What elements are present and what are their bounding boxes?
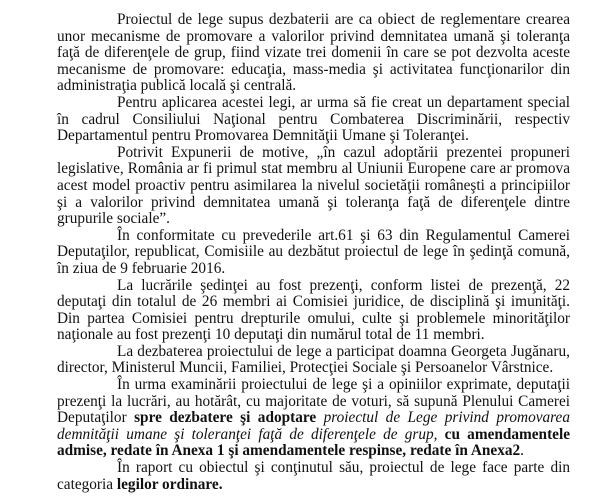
text-segment <box>316 409 323 426</box>
text-segment: În urma examinării proiectului de lege şi a opiniilor exprimate, deputaţii prezenţi la lucrări, au hotărât, cu majoritate de voturi, să supună Plenului Camerei Deputaţilor <box>57 376 570 427</box>
bold-text: cu amendamentele admise, redate în Anexa 1 şi amendamentele respinse, redate în Anexa2 <box>57 425 570 460</box>
document-page <box>57 12 570 493</box>
paragraph <box>57 12 570 95</box>
paragraph <box>57 228 570 278</box>
bold-text: spre dezbatere şi adoptare <box>134 409 317 427</box>
text-segment: Pentru aplicarea acestei legi, ar urma să fie creat un departament special în cadrul Consiliului Naţional pentru Combaterea Discriminării, respectiv Departamentul pentru Promovarea Demnităţii Umane şi Toleranţei. <box>57 93 570 145</box>
text-segment: În raport cu obiectul şi conţinutul său, proiectul de lege face parte din categoria <box>57 459 570 493</box>
text-segment: La dezbaterea proiectului de lege a participat doamna Georgeta Jugănaru, director, Ministerul Muncii, Familiei, Protecţiei Sociale şi Persoanelor Vârstnice. <box>57 342 570 377</box>
paragraph <box>57 377 570 460</box>
text-segment: Proiectul de lege supus dezbaterii are ca obiect de reglementare crearea unor mecanisme de promovare a valorilor privind demnitatea umană şi toleranţa faţă de diferenţele de grup, fiind vizate trei domenii în care se pot dezvolta aceste mecanisme de promovare: educaţia, mass-media şi activitatea funcţionarilor din administraţia publică locală şi centrală. <box>57 11 570 95</box>
paragraph <box>57 460 570 493</box>
text-segment: În conformitate cu prevederile art.61 şi 63 din Regulamentul Camerei Deputaţilor, republicat, Comisiile au dezbătut proiectul de lege în şedinţă comună, în ziua de 9 februarie 2016. <box>57 226 570 277</box>
text-segment <box>437 426 444 443</box>
italic-text: proiectul de Lege privind promovarea demnităţii umane şi toleranţei faţă de diferenţele de grup, <box>57 409 570 443</box>
paragraph <box>57 145 570 228</box>
text-segment: Potrivit Expunerii de motive, „în cazul adoptării prezentei propuneri legislative, România ar fi primul stat membru al Uniunii Europene care ar promova acest model proactiv pentru asimilarea la nivelul societăţii româneşti a principiilor şi a valorilor privind demnitatea umană şi toleranţa faţă de diferenţele dintre grupurile sociale”. <box>57 143 570 228</box>
bold-text: legilor ordinare. <box>116 475 223 493</box>
paragraph <box>57 278 570 344</box>
paragraph <box>57 344 570 377</box>
text-segment: La lucrările şedinţei au fost prezenţi, conform listei de prezenţă, 22 deputaţi din totalul de 26 membri ai Comisiei juridice, de disciplină şi imunităţi. Din partea Comisiei pentru drepturile omului, culte şi problemele minorităţilor naţionale au fost prezenţi 10 deputaţi din numărul total de 11 membri. <box>57 276 570 344</box>
paragraph <box>57 95 570 145</box>
text-segment: . <box>520 442 524 460</box>
